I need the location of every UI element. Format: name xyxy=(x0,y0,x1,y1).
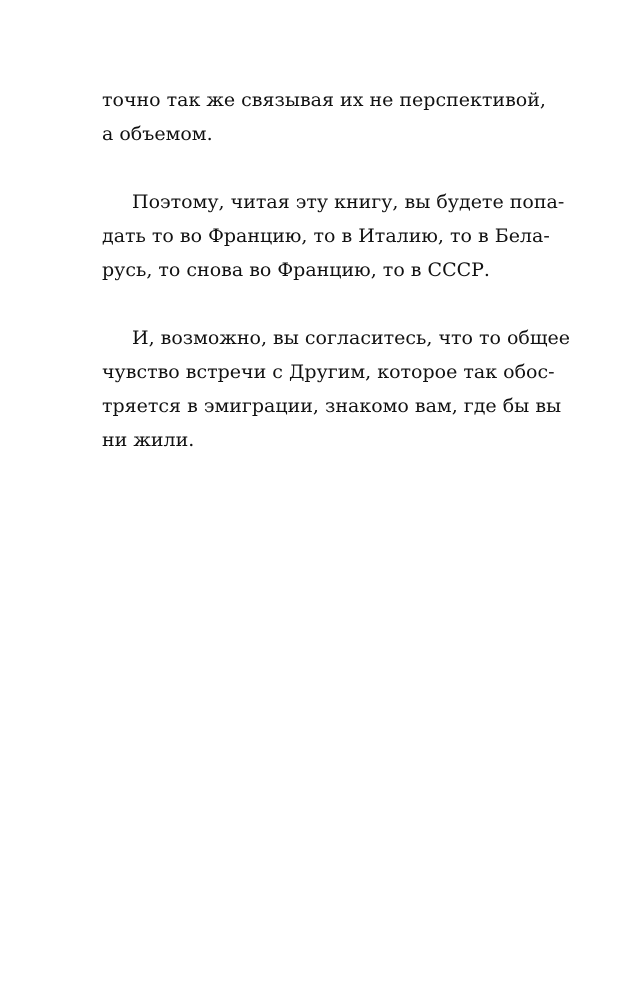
text-line: ни жили. xyxy=(102,429,195,451)
text-line: точно так же связывая их не перспективой, xyxy=(102,89,546,111)
paragraph-3 xyxy=(102,321,571,457)
text-line: дать то во Францию, то в Италию, то в Бела- xyxy=(102,225,550,247)
text-line: а объемом. xyxy=(102,123,213,145)
paragraph-1 xyxy=(102,83,546,151)
text-line: чувство встречи с Другим, которое так обос- xyxy=(102,361,555,383)
body-text xyxy=(102,83,571,457)
text-line: Поэтому, читая эту книгу, вы будете попа- xyxy=(132,191,565,213)
paragraph-gap xyxy=(102,151,525,185)
paragraph-2 xyxy=(102,185,565,287)
text-line: тряется в эмиграции, знакомо вам, где бы вы xyxy=(102,395,562,417)
paragraph-gap xyxy=(102,287,525,321)
text-line: И, возможно, вы согласитесь, что то общее xyxy=(132,327,571,349)
text-line: русь, то снова во Францию, то в СССР. xyxy=(102,259,490,281)
